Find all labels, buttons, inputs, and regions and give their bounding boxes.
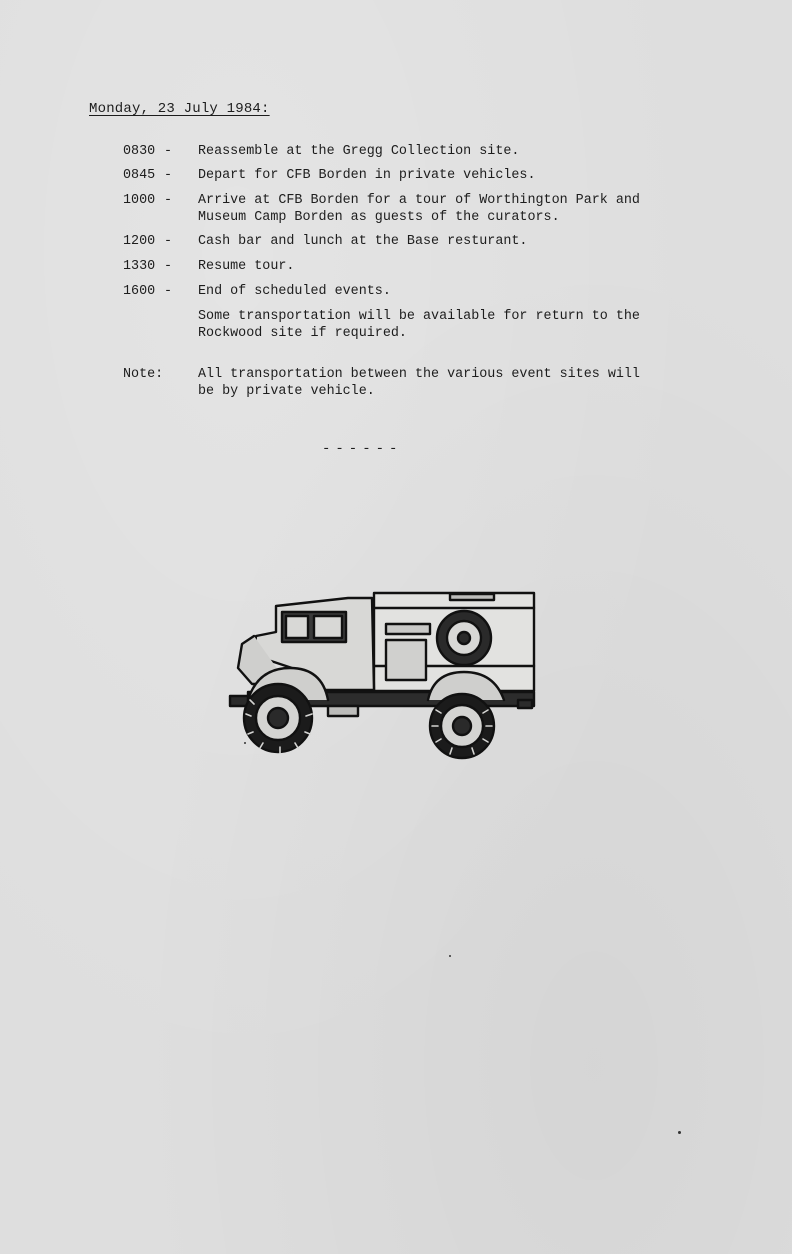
schedule-dash: - [164, 144, 173, 159]
day-heading: Monday, 23 July 1984: [89, 101, 270, 117]
schedule-dash: - [164, 168, 173, 183]
schedule-text: End of scheduled events. [198, 284, 391, 299]
note-label: Note: [123, 367, 164, 382]
schedule-text: Some transportation will be available for return to the Rockwood site if required. [198, 309, 640, 341]
schedule-time: 1000 [123, 193, 156, 208]
section-separator: ------ [322, 441, 403, 457]
schedule-time: 1330 [123, 259, 156, 274]
paper-speck [244, 742, 246, 744]
schedule-time: 0845 [123, 168, 156, 183]
paper-speck [678, 1131, 681, 1134]
schedule-time: 0830 [123, 144, 156, 159]
schedule-dash: - [164, 284, 173, 299]
schedule-text: Arrive at CFB Borden for a tour of Worthington Park and Museum Camp Borden as guests of the curators. [198, 193, 640, 225]
note-text: All transportation between the various event sites will be by private vehicle. [198, 367, 640, 399]
paper-speck [449, 955, 451, 957]
schedule-dash: - [164, 193, 173, 208]
schedule-text: Resume tour. [198, 259, 295, 274]
schedule-text: Reassemble at the Gregg Collection site. [198, 144, 520, 159]
schedule-text: Depart for CFB Borden in private vehicles. [198, 168, 536, 183]
schedule-dash: - [164, 234, 173, 249]
schedule-time: 1600 [123, 284, 156, 299]
schedule-dash: - [164, 259, 173, 274]
schedule-time: 1200 [123, 234, 156, 249]
schedule-text: Cash bar and lunch at the Base resturant. [198, 234, 528, 249]
military-truck-icon [228, 588, 538, 760]
